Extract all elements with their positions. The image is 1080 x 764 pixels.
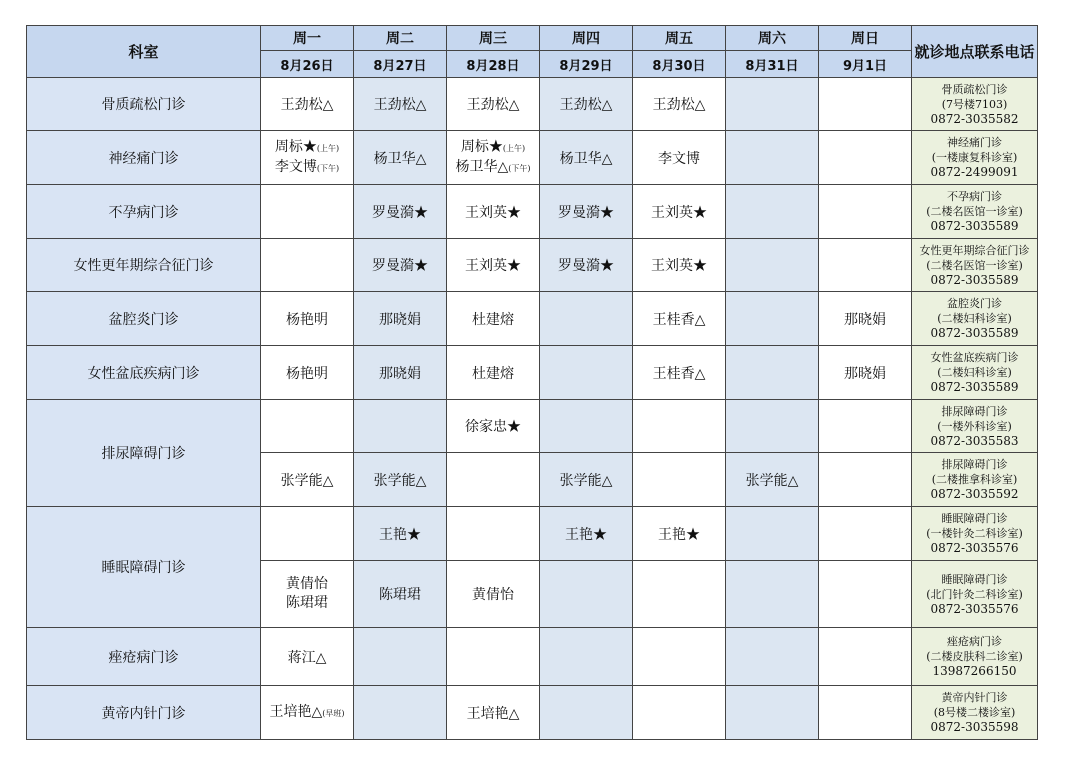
empty-cell [726,239,819,292]
dept-name: 排尿障碍门诊 [27,400,261,507]
contact-column-header: 就诊地点联系电话 [912,26,1038,78]
weekday-header: 周三 [447,26,540,51]
empty-cell [261,400,354,453]
empty-cell [819,131,912,185]
weekday-header: 周四 [540,26,633,51]
doctor-cell: 那晓娟 [819,292,912,346]
doctor-cell: 王劲松△ [633,78,726,131]
outpatient-schedule-table [26,25,1038,740]
empty-cell [633,453,726,507]
doctor-cell: 罗曼漪★ [354,185,447,239]
empty-cell [633,628,726,686]
doctor-cell: 王刘英★ [447,239,540,292]
empty-cell [819,239,912,292]
doctor-cell: 杨卫华△ [354,131,447,185]
table-row [27,185,1038,239]
table-row [27,292,1038,346]
empty-cell [726,628,819,686]
empty-cell [726,292,819,346]
empty-cell [261,185,354,239]
weekday-header: 周二 [354,26,447,51]
empty-cell [633,400,726,453]
date-header: 8月29日 [540,51,633,78]
date-header: 9月1日 [819,51,912,78]
empty-cell [726,346,819,400]
empty-cell [261,507,354,561]
empty-cell [447,628,540,686]
doctor-cell: 那晓娟 [354,292,447,346]
empty-cell [354,686,447,740]
date-header: 8月28日 [447,51,540,78]
contact-cell: 排尿障碍门诊 (一楼外科诊室) 0872-3035583 [912,400,1038,453]
empty-cell [633,561,726,628]
dept-name: 黄帝内针门诊 [27,686,261,740]
doctor-cell: 罗曼漪★ [540,239,633,292]
dept-column-header: 科室 [27,26,261,78]
date-header: 8月30日 [633,51,726,78]
doctor-cell: 张学能△ [261,453,354,507]
empty-cell [819,453,912,507]
empty-cell [447,507,540,561]
doctor-cell: 陈珺珺 [354,561,447,628]
empty-cell [819,561,912,628]
dept-name: 痤疮病门诊 [27,628,261,686]
doctor-cell: 王桂香△ [633,292,726,346]
doctor-cell: 杨卫华△ [540,131,633,185]
contact-cell: 痤疮病门诊 (二楼皮肤科二诊室) 13987266150 [912,628,1038,686]
empty-cell [354,400,447,453]
doctor-cell: 王桂香△ [633,346,726,400]
table-row [27,507,1038,561]
doctor-cell: 王培艳△ [447,686,540,740]
doctor-cell: 周标★(上午) 杨卫华△(下午) [447,131,540,185]
empty-cell [540,346,633,400]
date-header: 8月27日 [354,51,447,78]
doctor-cell: 徐家忠★ [447,400,540,453]
doctor-cell: 蒋江△ [261,628,354,686]
doctor-cell: 王刘英★ [633,185,726,239]
table-row [27,628,1038,686]
doctor-cell: 王劲松△ [261,78,354,131]
contact-cell: 神经痛门诊 (一楼康复科诊室) 0872-2499091 [912,131,1038,185]
doctor-cell: 王劲松△ [540,78,633,131]
table-row [27,131,1038,185]
table-row [27,686,1038,740]
empty-cell [633,686,726,740]
contact-cell: 排尿障碍门诊 (二楼推拿科诊室) 0872-3035592 [912,453,1038,507]
doctor-cell: 王艳★ [633,507,726,561]
doctor-cell: 王劲松△ [447,78,540,131]
date-header: 8月31日 [726,51,819,78]
empty-cell [540,628,633,686]
doctor-cell: 黄倩怡 陈珺珺 [261,561,354,628]
doctor-cell: 那晓娟 [819,346,912,400]
empty-cell [726,78,819,131]
doctor-cell: 张学能△ [354,453,447,507]
empty-cell [726,400,819,453]
doctor-cell: 杨艳明 [261,346,354,400]
table-row [27,346,1038,400]
dept-name: 神经痛门诊 [27,131,261,185]
doctor-cell: 黄倩怡 [447,561,540,628]
empty-cell [819,78,912,131]
doctor-cell: 周标★(上午) 李文博(下午) [261,131,354,185]
dept-name: 睡眠障碍门诊 [27,507,261,628]
empty-cell [726,561,819,628]
dept-name: 女性盆底疾病门诊 [27,346,261,400]
table-row [27,78,1038,131]
contact-cell: 女性盆底疾病门诊 (二楼妇科诊室) 0872-3035589 [912,346,1038,400]
table-row [27,400,1038,453]
doctor-cell: 王艳★ [354,507,447,561]
contact-cell: 睡眠障碍门诊 (北门针灸二科诊室) 0872-3035576 [912,561,1038,628]
doctor-cell: 王培艳△(早班) [261,686,354,740]
empty-cell [354,628,447,686]
contact-cell: 骨质疏松门诊 (7号楼7103) 0872-3035582 [912,78,1038,131]
dept-name: 女性更年期综合征门诊 [27,239,261,292]
doctor-cell: 张学能△ [540,453,633,507]
contact-cell: 睡眠障碍门诊 (一楼针灸二科诊室) 0872-3035576 [912,507,1038,561]
dept-name: 骨质疏松门诊 [27,78,261,131]
doctor-cell: 王劲松△ [354,78,447,131]
contact-cell: 盆腔炎门诊 (二楼妇科诊室) 0872-3035589 [912,292,1038,346]
dept-name: 盆腔炎门诊 [27,292,261,346]
contact-cell: 不孕病门诊 (二楼名医馆一诊室) 0872-3035589 [912,185,1038,239]
doctor-cell: 罗曼漪★ [540,185,633,239]
empty-cell [447,453,540,507]
contact-cell: 黄帝内针门诊 (8号楼二楼诊室) 0872-3035598 [912,686,1038,740]
empty-cell [540,686,633,740]
empty-cell [819,185,912,239]
doctor-cell: 张学能△ [726,453,819,507]
doctor-cell: 王艳★ [540,507,633,561]
doctor-cell: 那晓娟 [354,346,447,400]
empty-cell [726,185,819,239]
empty-cell [819,628,912,686]
doctor-cell: 杜建熔 [447,346,540,400]
dept-name: 不孕病门诊 [27,185,261,239]
empty-cell [726,507,819,561]
empty-cell [726,131,819,185]
doctor-cell: 李文博 [633,131,726,185]
doctor-cell: 罗曼漪★ [354,239,447,292]
weekday-header: 周六 [726,26,819,51]
empty-cell [726,686,819,740]
empty-cell [540,292,633,346]
empty-cell [819,507,912,561]
empty-cell [819,686,912,740]
weekday-header: 周一 [261,26,354,51]
table-row [27,239,1038,292]
empty-cell [819,400,912,453]
empty-cell [261,239,354,292]
weekday-header: 周日 [819,26,912,51]
weekday-header: 周五 [633,26,726,51]
empty-cell [540,561,633,628]
doctor-cell: 王刘英★ [633,239,726,292]
date-header: 8月26日 [261,51,354,78]
doctor-cell: 王刘英★ [447,185,540,239]
doctor-cell: 杜建熔 [447,292,540,346]
contact-cell: 女性更年期综合征门诊 (二楼名医馆一诊室) 0872-3035589 [912,239,1038,292]
empty-cell [540,400,633,453]
doctor-cell: 杨艳明 [261,292,354,346]
